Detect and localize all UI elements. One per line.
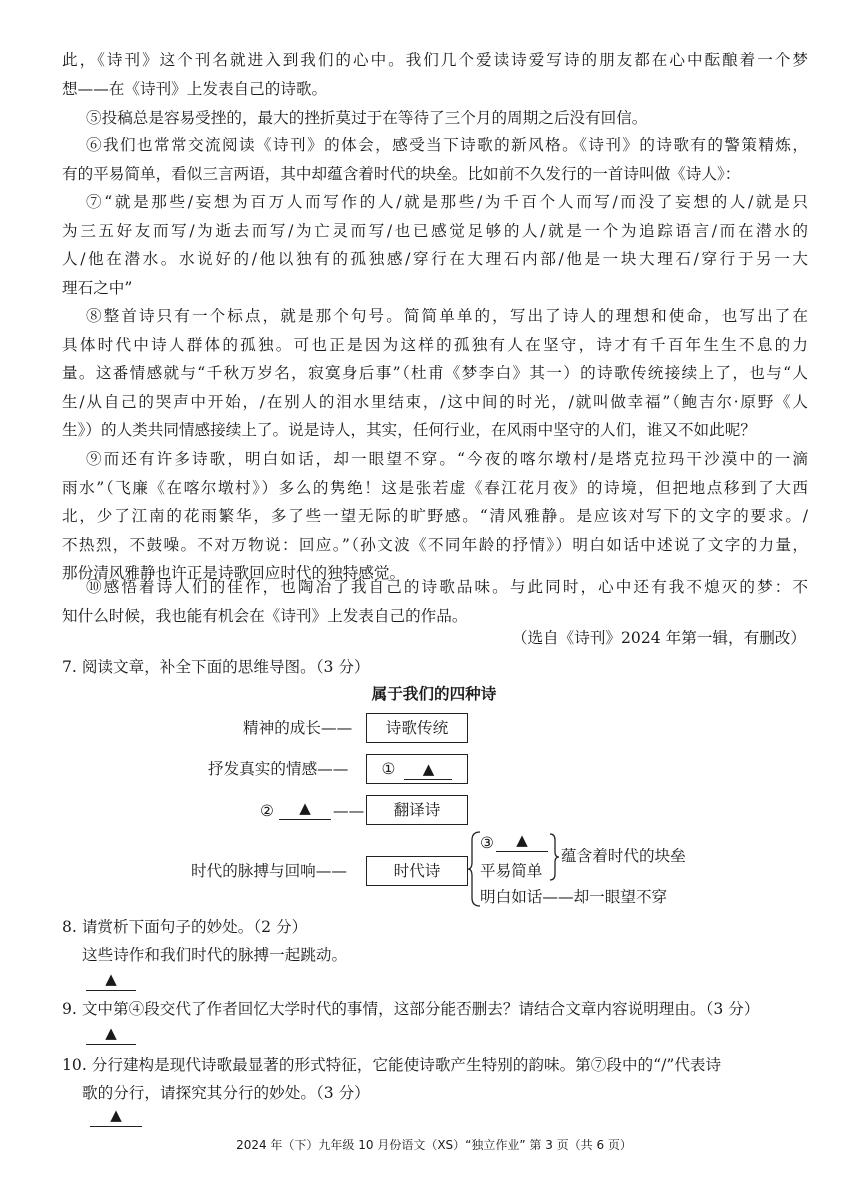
question-10-line-2: 歌的分行，请探究其分行的妙处。（3 分） — [82, 1084, 370, 1102]
answer-blank-q10[interactable] — [90, 1106, 142, 1127]
mindmap-label-emotion: 抒发真实的情感—— — [208, 760, 349, 778]
answer-blank-2[interactable] — [279, 799, 331, 820]
text-line: 生/从自己的哭声中开始，/在别人的泪水里结束，/这中间的时光，/就叫做幸福”（鲍吉尔·原野《人 — [62, 392, 808, 411]
paragraph-5 — [62, 104, 808, 133]
text-line: ⑤投稿总是容易受挫的，最大的挫折莫过于在等待了三个月的周期之后没有回信。 — [86, 109, 648, 127]
mindmap-dash: —— — [333, 802, 365, 820]
text-line: ⑥我们也常常交流阅读《诗刊》的体会，感受当下诗歌的新风格。《诗刊》的诗歌有的警策精炼， — [86, 136, 808, 154]
text-line: 雨水”（飞廉《在喀尔墩村》）多么的隽绝！这是张若虚《春江花月夜》的诗境，但把地点移到了大西 — [62, 478, 808, 497]
paragraph-intro — [62, 46, 808, 103]
paragraph-7 — [62, 188, 808, 302]
text-line: 想——在《诗刊》上发表自己的诗歌。 — [62, 79, 328, 98]
text-line: ⑦“就是那些/妄想为百万人而写作的人/就是那些/为千百个人而写/而没了妄想的人/就是只 — [86, 193, 808, 211]
mindmap-branch-plain: 平易简单 — [480, 862, 543, 880]
text-line: ⑨而还有许多诗歌，明白如话，却一眼望不穿。“今夜的喀尔墩村/是塔克拉玛干沙漠中的一滴 — [86, 450, 808, 468]
answer-blank-3[interactable] — [496, 831, 548, 852]
text-line: ⑧整首诗只有一个标点，就是那个句号。简简单单的，写出了诗人的理想和使命，也写出了在 — [86, 307, 808, 325]
triangle-marker-icon: ▲ — [422, 760, 435, 778]
answer-blank-1[interactable] — [404, 759, 452, 780]
text-line: 知什么时候，我也能有机会在《诗刊》上发表自己的作品。 — [62, 606, 468, 625]
paragraph-8 — [62, 302, 808, 445]
page-footer: 2024 年（下）九年级 10 月份语文（XS）“独立作业” 第 3 页（共 6 页） — [236, 1138, 632, 1152]
mindmap-label-era: 时代的脉搏与回响—— — [191, 862, 347, 880]
mindmap-box-translation: 翻译诗 — [366, 795, 468, 825]
text-line: 理石之中” — [62, 278, 133, 297]
paragraph-10 — [62, 573, 808, 630]
text-line: 量。这番情感就与“千秋万岁名，寂寞身后事”（杜甫《梦李白》其一）的诗歌传统接续上了，也与“人 — [62, 364, 808, 382]
text-line: 为三五好友而写/为逝去而写/为亡灵而写/也已感觉足够的人/就是一个为追踪语言/而在潜水的 — [62, 221, 808, 240]
mindmap-title: 属于我们的四种诗 — [371, 685, 497, 703]
question-10-line-1: 10. 分行建构是现代诗歌最显著的形式特征，它能使诗歌产生特别的韵味。第⑦段中的“/”代表诗 — [62, 1056, 722, 1074]
question-10-prompt — [62, 1051, 810, 1107]
paragraph-9 — [62, 445, 808, 588]
text-line: 北，少了江南的花雨繁华，多了些一望无际的旷野感。“清风雅静。是应该对写下的文字的要求。/ — [62, 507, 808, 525]
blank-number-3: ③ — [480, 834, 494, 852]
article-source: （选自《诗刊》2024 年第一辑，有删改） — [511, 629, 806, 647]
blank-number-2: ② — [260, 802, 274, 820]
blank-number-1: ① — [381, 760, 396, 778]
question-7-prompt: 7. 阅读文章，补全下面的思维导图。（3 分） — [62, 658, 370, 676]
mindmap-box-era-poems: 时代诗 — [366, 856, 468, 886]
answer-blank-q9[interactable] — [86, 1024, 136, 1045]
right-brace-icon — [549, 832, 559, 882]
text-line: 不热烈，不鼓噪。不对万物说：回应。”（孙文波《不同年龄的抒情》）明白如话中述说了文字的力量， — [62, 535, 808, 554]
triangle-marker-icon: ▲ — [516, 831, 528, 849]
mindmap-branch-clear: 明白如话——却一眼望不穿 — [480, 888, 668, 906]
question-8-prompt: 8. 请赏析下面句子的妙处。（2 分） — [62, 918, 308, 936]
mindmap-box-blank-1[interactable] — [366, 754, 468, 784]
question-8-sentence: 这些诗作和我们时代的脉搏一起跳动。 — [82, 946, 348, 964]
text-line: 生》）的人类共同情感接续上了。说是诗人，其实，任何行业，在风雨中坚守的人们，谁又不如此呢？ — [62, 421, 756, 439]
mindmap-box-tradition: 诗歌传统 — [366, 713, 468, 743]
text-line: 具体时代中诗人群体的孤独。可也正是因为这样的孤独有人在坚守，诗才有千百年生生不息的力 — [62, 335, 808, 354]
answer-blank-q8[interactable] — [86, 970, 136, 991]
triangle-marker-icon: ▲ — [299, 799, 311, 817]
text-line: 那份清风雅静也许正是诗歌回应时代的独特感觉。 — [62, 564, 406, 582]
mindmap-merged-label: 蕴含着时代的块垒 — [561, 847, 686, 865]
paragraph-6 — [62, 131, 808, 188]
triangle-marker-icon: ▲ — [110, 1106, 122, 1124]
mindmap-label-growth: 精神的成长—— — [243, 719, 353, 737]
text-line: 人/他在潜水。水说好的/他以独有的孤独感/穿行在大理石内部/他是一块大理石/穿行于另一大 — [62, 250, 808, 268]
text-line: 有的平易简单，看似三言两语，其中却蕴含着时代的块垒。比如前不久发行的一首诗叫做《诗人》： — [62, 164, 741, 183]
triangle-marker-icon: ▲ — [105, 970, 117, 988]
question-9-prompt: 9. 文中第④段交代了作者回忆大学时代的事情，这部分能否删去？请结合文章内容说明理由。（3 分） — [62, 1000, 760, 1018]
triangle-marker-icon: ▲ — [105, 1024, 117, 1042]
text-line: 此，《诗刊》这个刊名就进入到我们的心中。我们几个爱读诗爱写诗的朋友都在心中酝酿着一个梦 — [62, 51, 808, 69]
text-line: ⑩感悟着诗人们的佳作，也陶冶了我自己的诗歌品味。与此同时，心中还有我不熄灭的梦：不 — [86, 578, 808, 596]
